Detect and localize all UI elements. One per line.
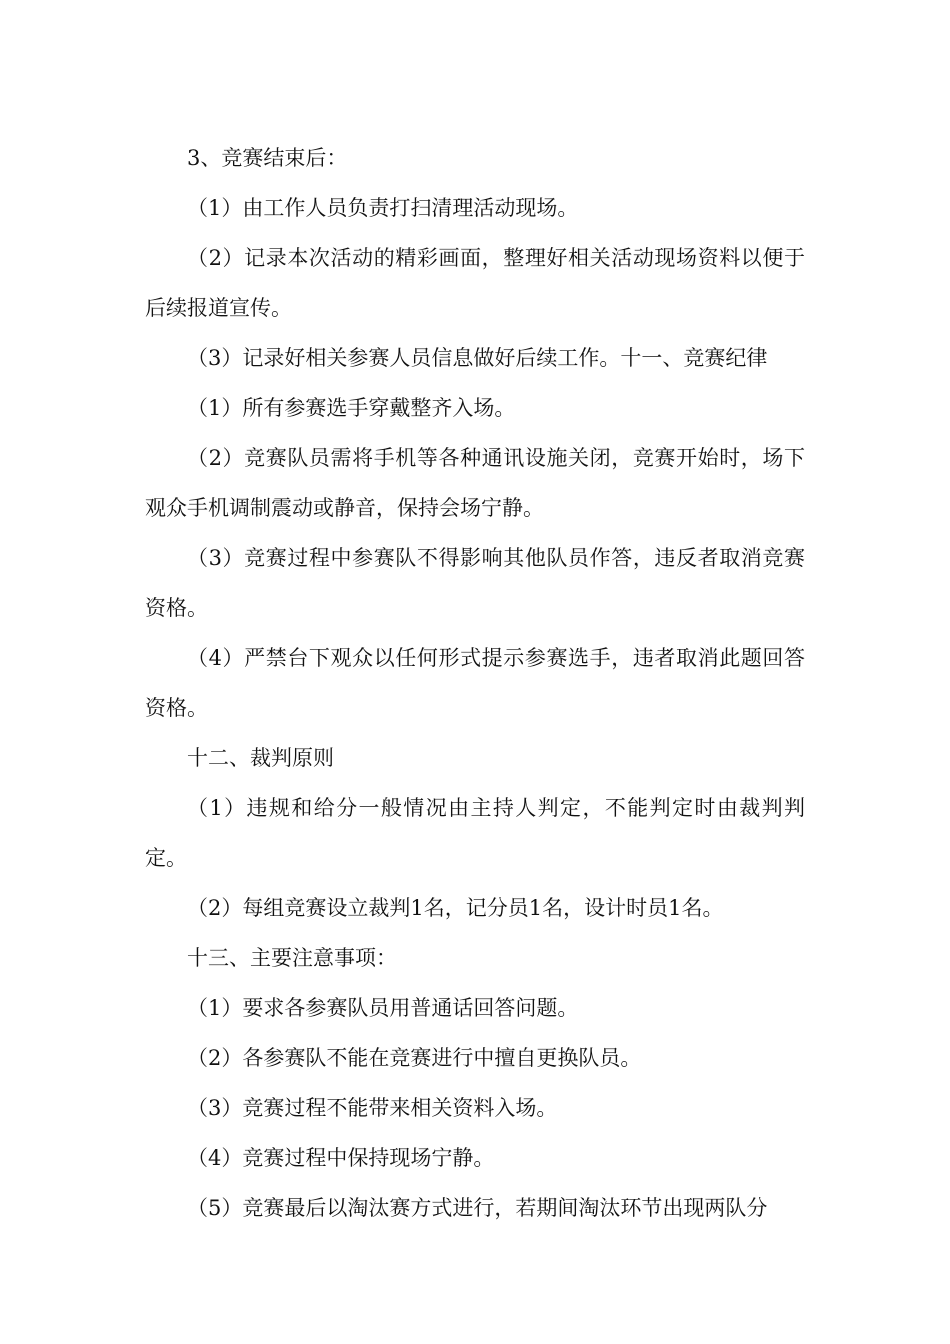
- paragraph-record-participants: （3）记录好相关参赛人员信息做好后续工作。十一、竞赛纪律: [187, 346, 768, 370]
- paragraph-no-materials: （3）竞赛过程不能带来相关资料入场。: [187, 1096, 558, 1120]
- heading-judging-principles: 十二、裁判原则: [187, 746, 334, 770]
- paragraph-record-highlights: （2）记录本次活动的精彩画面，整理好相关活动现场资料以便于后续报道宣传。: [145, 246, 805, 320]
- heading-main-notes: 十三、主要注意事项：: [187, 946, 397, 970]
- paragraph-phones-off: （2）竞赛队员需将手机等各种通讯设施关闭，竞赛开始时，场下观众手机调制震动或静音，保持会场宁静。: [145, 446, 805, 520]
- paragraph-mandarin: （1）要求各参赛队员用普通话回答问题。: [187, 996, 579, 1020]
- paragraph-after-competition: 3、竞赛结束后：: [187, 146, 348, 170]
- paragraph-keep-quiet: （4）竞赛过程中保持现场宁静。: [187, 1146, 495, 1170]
- paragraph-no-prompting: （4）严禁台下观众以任何形式提示参赛选手，违者取消此题回答资格。: [145, 646, 805, 720]
- paragraph-cleanup: （1）由工作人员负责打扫清理活动现场。: [187, 196, 579, 220]
- paragraph-no-substitution: （2）各参赛队不能在竞赛进行中擅自更换队员。: [187, 1046, 642, 1070]
- paragraph-elimination: （5）竞赛最后以淘汰赛方式进行，若期间淘汰环节出现两队分: [187, 1196, 768, 1220]
- paragraph-judging-host: （1）违规和给分一般情况由主持人判定，不能判定时由裁判判定。: [145, 796, 805, 870]
- paragraph-judging-staff: （2）每组竞赛设立裁判1名，记分员1名，设计时员1名。: [187, 896, 724, 920]
- paragraph-no-interference: （3）竞赛过程中参赛队不得影响其他队员作答，违反者取消竞赛资格。: [145, 546, 805, 620]
- paragraph-dress-code: （1）所有参赛选手穿戴整齐入场。: [187, 396, 516, 420]
- document-body: [145, 133, 805, 1233]
